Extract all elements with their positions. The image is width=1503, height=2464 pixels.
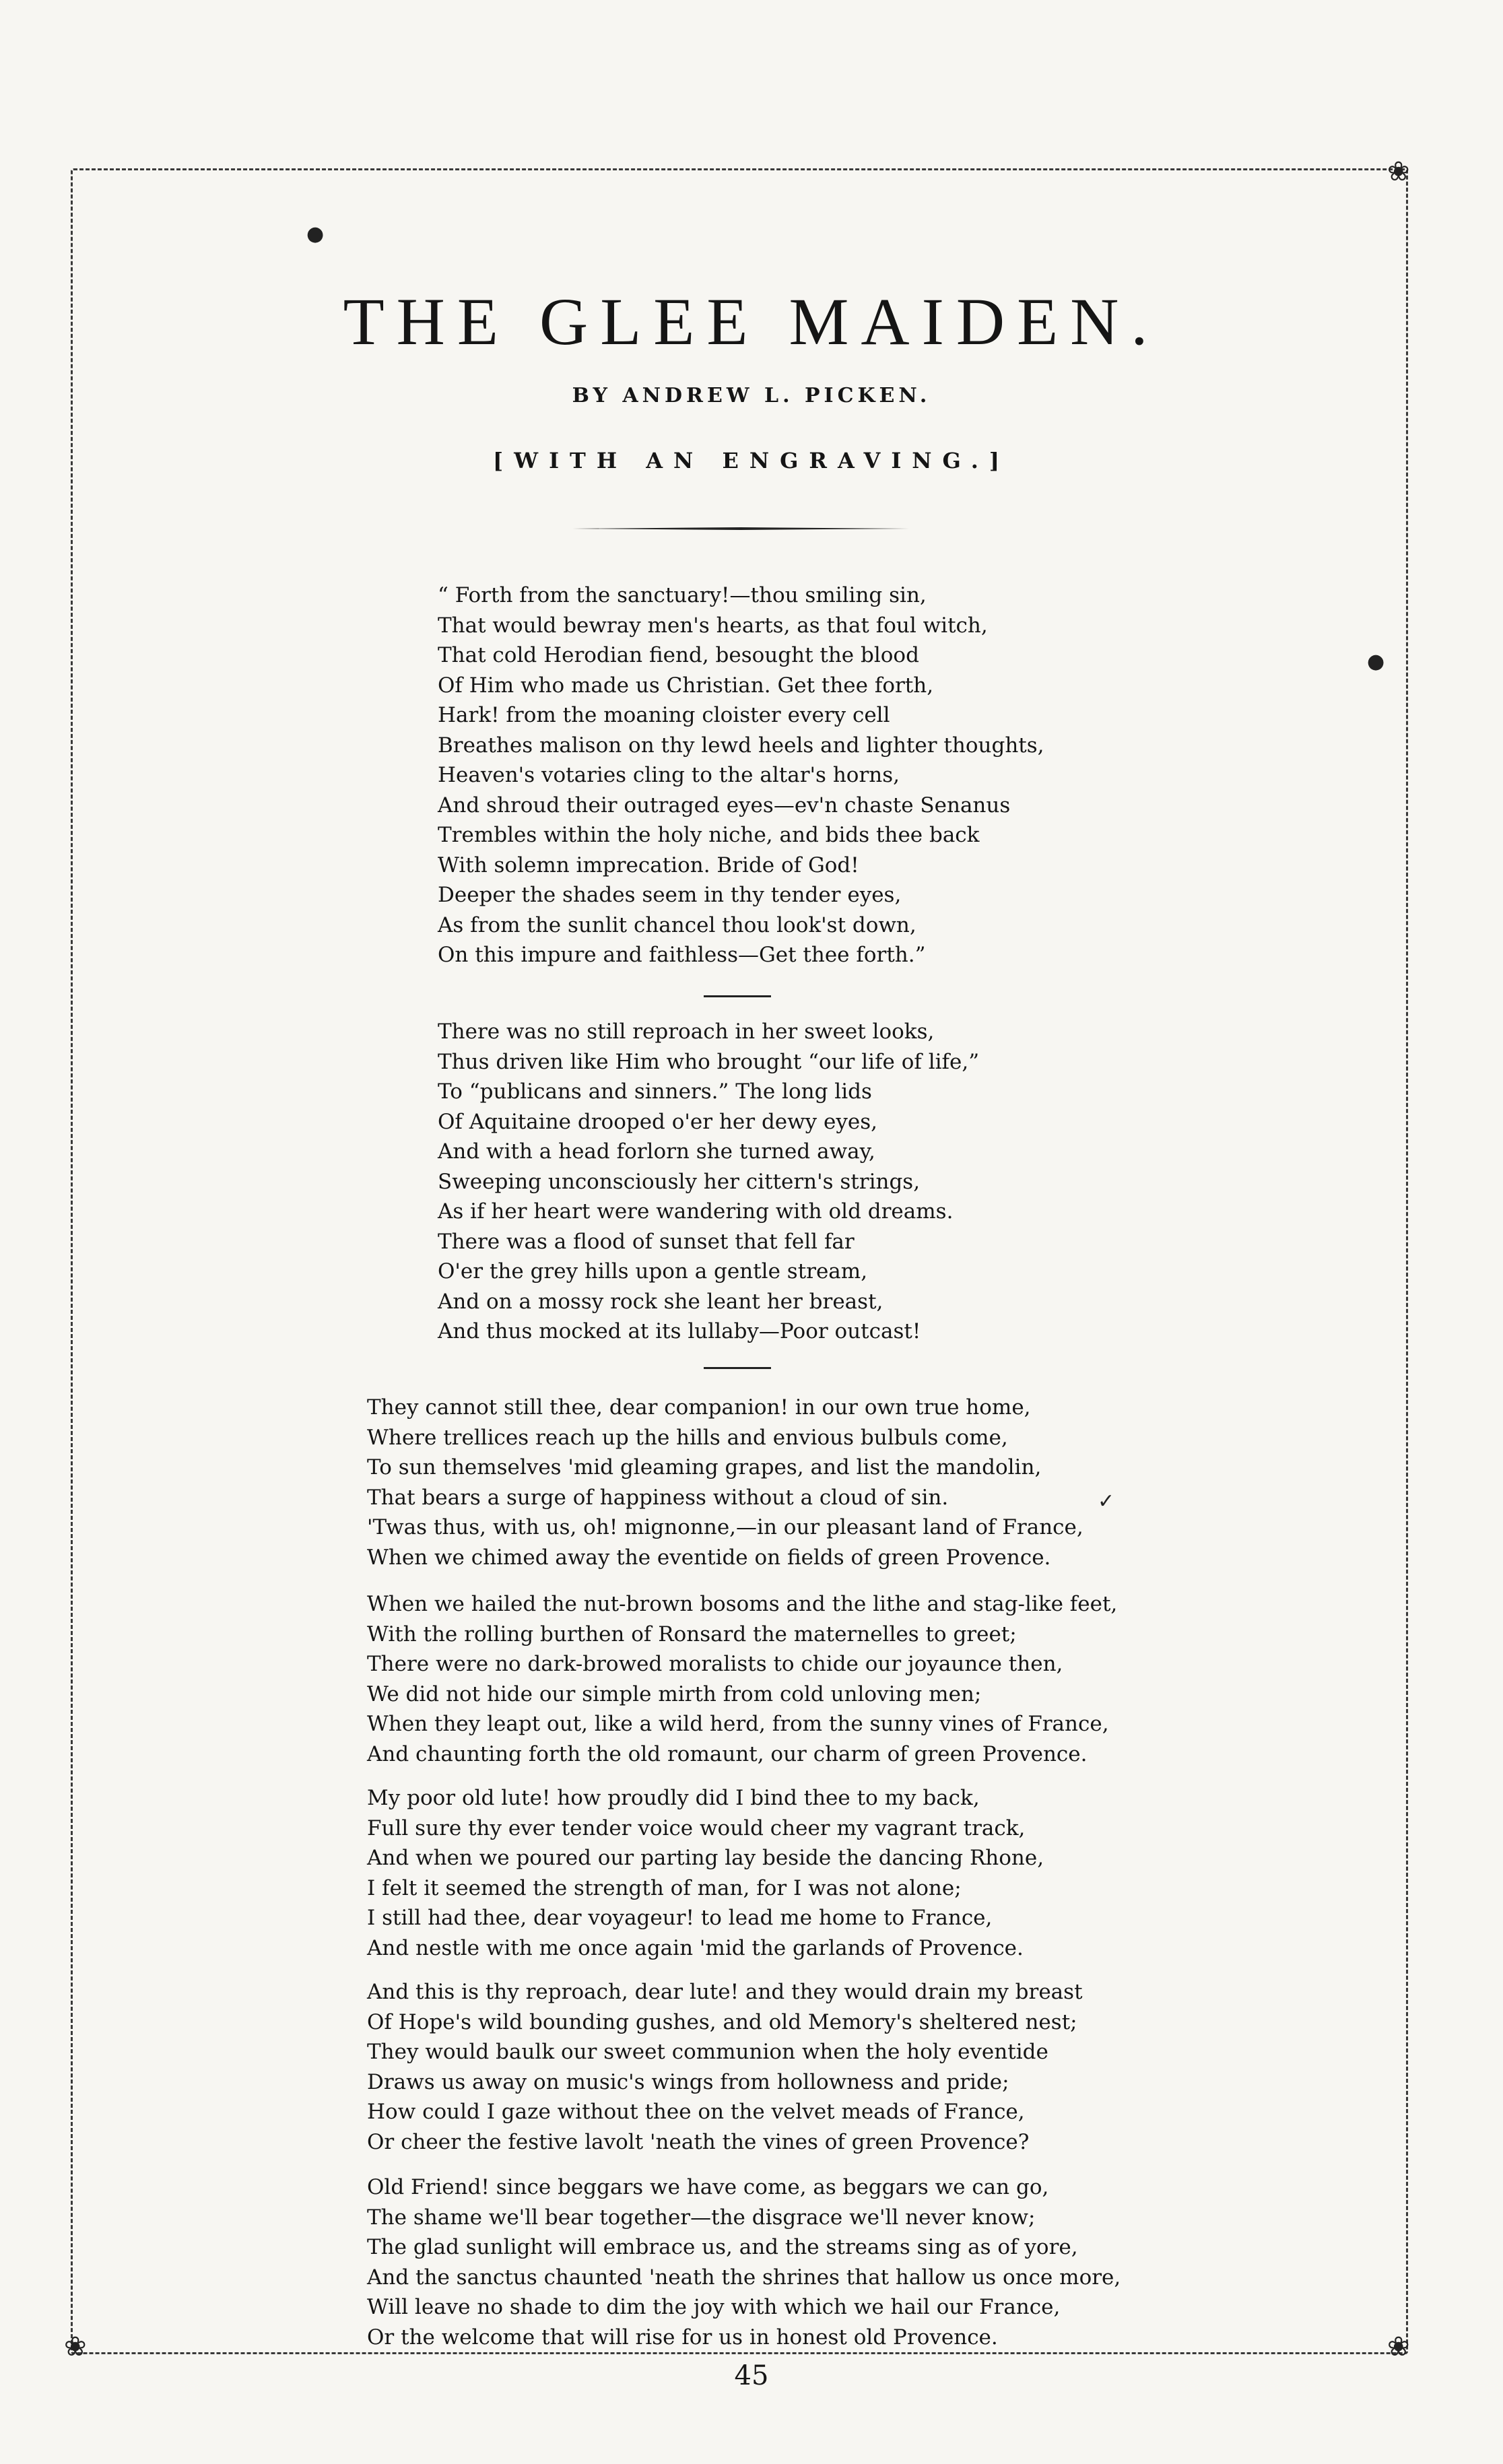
poem-line: There were no dark-browed moralists to chide our joyaunce then, [367,1652,1063,1676]
stanza-2 [438,1017,979,1347]
poem-line: That bears a surge of happiness without a cloud of sin. [367,1485,949,1510]
poem-line: Full sure thy ever tender voice would cheer my vagrant track, [367,1816,1026,1840]
poem-line: They cannot still thee, dear companion! in our own true home, [367,1395,1031,1420]
stanza-3 [367,1393,1083,1572]
poem-line: Hark! from the moaning cloister every cell [438,703,890,727]
poem-line: And chaunting forth the old romaunt, our charm of green Provence. [367,1741,1088,1766]
poem-line: To sun themselves 'mid gleaming grapes, and list the mandolin, [367,1455,1042,1479]
poem-line: There was a flood of sunset that fell far [438,1229,855,1254]
poem-line: Will leave no shade to dim the joy with which we hail our France, [367,2295,1061,2319]
poem-line: Thus driven like Him who brought “our life of life,” [438,1049,980,1074]
poem-line: That would bewray men's hearts, as that foul witch, [438,613,988,638]
poem-line: Old Friend! since beggars we have come, as beggars we can go, [367,2175,1049,2199]
poem-line: And shroud their outraged eyes—ev'n chaste Senanus [438,793,1011,818]
section-divider [704,1367,771,1369]
poem-line: O'er the grey hills upon a gentle stream, [438,1259,868,1284]
section-divider [704,995,771,997]
stanza-4 [367,1589,1117,1769]
poem-line: Sweeping unconsciously her cittern's strings, [438,1169,921,1194]
title-ornament [572,527,909,531]
poem-line: With the rolling burthen of Ronsard the maternelles to greet; [367,1622,1017,1646]
poem-line: To “publicans and sinners.” The long lids [438,1079,872,1104]
poem-line: Or the welcome that will rise for us in honest old Provence. [367,2325,998,2350]
poem-line: When we hailed the nut-brown bosoms and the lithe and stag-like feet, [367,1592,1118,1616]
poem-line: Heaven's votaries cling to the altar's horns, [438,763,900,787]
poem-line: As if her heart were wandering with old dreams. [438,1199,954,1224]
ink-mark: ✓ [1098,1490,1115,1513]
poem-line: “ Forth from the sanctuary!—thou smiling sin, [438,583,927,607]
poem-line: Or cheer the festive lavolt 'neath the vines of green Provence? [367,2129,1030,2154]
poem-line: Of Hope's wild bounding gushes, and old Memory's sheltered nest; [367,2009,1077,2034]
poem-title: THE GLEE MAIDEN. [343,284,1160,359]
poem-line: My poor old lute! how proudly did I bind thee to my back, [367,1786,980,1810]
corner-ornament: ❀ [1387,2331,1410,2362]
corner-ornament: ❀ [1387,156,1410,187]
poem-line: They would baulk our sweet communion when the holy eventide [367,2040,1048,2064]
ink-mark: ● [306,222,325,246]
poem-line: When they leapt out, like a wild herd, from the sunny vines of France, [367,1712,1109,1736]
poem-line: There was no still reproach in her sweet looks, [438,1020,935,1044]
poem-line: On this impure and faithless—Get thee forth.” [438,943,926,967]
poem-line: And with a head forlorn she turned away, [438,1139,875,1164]
poem-line: And on a mossy rock she leant her breast, [438,1289,883,1314]
stanza-6 [367,1977,1083,2157]
stanza-7 [367,2172,1121,2352]
corner-ornament: ❀ [64,2331,87,2362]
poem-line: Trembles within the holy niche, and bids thee back [438,823,980,847]
poem-line: And this is thy reproach, dear lute! and they would drain my breast [367,1980,1083,2004]
poem-line: The shame we'll bear together—the disgrace we'll never know; [367,2205,1036,2230]
poem-line: Of Aquitaine drooped o'er her dewy eyes, [438,1109,877,1134]
poem-line: As from the sunlit chancel thou look'st down, [438,912,916,937]
poem-line: The glad sunlight will embrace us, and the streams sing as of yore, [367,2235,1078,2259]
poem-line: 'Twas thus, with us, oh! mignonne,—in our pleasant land of France, [367,1515,1083,1539]
author-byline: BY ANDREW L. PICKEN. [572,384,931,407]
poem-line: Deeper the shades seem in thy tender eyes, [438,883,902,907]
poem-line: Draws us away on music's wings from hollowness and pride; [367,2069,1009,2094]
stanza-1 [438,580,1044,970]
poem-line: We did not hide our simple mirth from cold unloving men; [367,1681,982,1706]
poem-line: How could I gaze without thee on the velvet meads of France, [367,2100,1025,2124]
poem-line: I still had thee, dear voyageur! to lead me home to France, [367,1906,993,1930]
engraving-note: [WITH AN ENGRAVING.] [492,448,1011,473]
poem-line: And when we poured our parting lay beside the dancing Rhone, [367,1846,1044,1870]
poem-line: When we chimed away the eventide on fields of green Provence. [367,1545,1051,1570]
poem-line: I felt it seemed the strength of man, for I was not alone; [367,1875,962,1900]
stanza-5 [367,1783,1044,1963]
page-number: 45 [734,2360,769,2391]
poem-line: Of Him who made us Christian. Get thee forth, [438,673,934,698]
poem-line: Breathes malison on thy lewd heels and lighter thoughts, [438,733,1044,758]
poem-line: Where trellices reach up the hills and envious bulbuls come, [367,1425,1008,1450]
poem-line: And nestle with me once again 'mid the garlands of Provence. [367,1935,1024,1960]
ink-mark: ● [1367,650,1385,673]
poem-line: And thus mocked at its lullaby—Poor outcast! [438,1319,921,1343]
poem-line: And the sanctus chaunted 'neath the shrines that hallow us once more, [367,2265,1121,2290]
poem-line: With solemn imprecation. Bride of God! [438,853,859,877]
poem-line: That cold Herodian fiend, besought the blood [438,643,919,667]
